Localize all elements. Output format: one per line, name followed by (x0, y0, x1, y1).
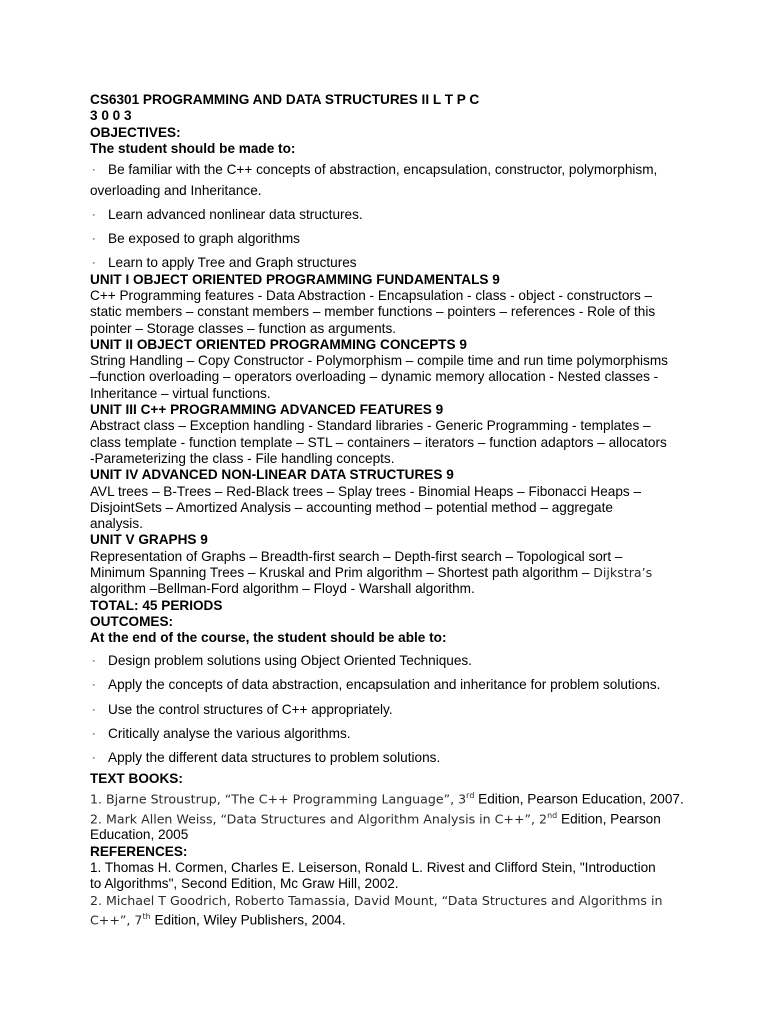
unit-content-line: Inheritance – virtual functions. (90, 385, 271, 401)
unit-content-line: AVL trees – B-Trees – Red-Black trees – Splay trees - Binomial Heaps – Fibonacci Heaps – (90, 483, 642, 499)
unit-content-line: Abstract class – Exception handling - Standard libraries - Generic Programming - templates – (90, 418, 651, 434)
unit-content-line: class template - function template – STL – containers – iterators – function adaptors – allocators (90, 434, 667, 450)
outcomes-list (90, 653, 690, 766)
objective-text: Learn to apply Tree and Graph structures (108, 255, 357, 271)
outcome-item (90, 677, 690, 693)
outcomes-heading: OUTCOMES: (90, 613, 174, 629)
bullet-icon: · (92, 208, 96, 221)
outcome-item (90, 653, 690, 669)
outcome-text: Use the control structures of C++ appropriately. (108, 701, 393, 717)
textbook-publisher: Edition, Pearson (557, 811, 661, 827)
references-list (90, 860, 690, 929)
outcome-text: Apply the concepts of data abstraction, encapsulation and inheritance for problem solutions. (108, 677, 661, 693)
objective-text: Be familiar with the C++ concepts of abstraction, encapsulation, constructor, polymorphism, (108, 162, 658, 178)
bullet-icon: · (92, 233, 96, 246)
unit-heading: UNIT III C++ PROGRAMMING ADVANCED FEATURES 9 (90, 402, 444, 418)
unit-content-line: DisjointSets – Amortized Analysis – accounting method – potential method – aggregate (90, 499, 613, 515)
unit-content-line: C++ Programming features - Data Abstraction - Encapsulation - class - object - constructors – (90, 287, 653, 303)
objectives-intro: The student should be made to: (90, 140, 296, 156)
unit-section (90, 272, 690, 337)
edition-superscript: rd (466, 790, 475, 800)
reference-title: 2. Michael T Goodrich, Roberto Tamassia, David Mount, “Data Structures and Algorithms in (90, 892, 663, 908)
objectives-list (90, 162, 690, 271)
outcome-item (90, 702, 690, 718)
textbook-title: 2. Mark Allen Weiss, “Data Structures and Algorithm Analysis in C++”, 2 (90, 811, 548, 827)
unit-content-line: String Handling – Copy Constructor - Polymorphism – compile time and run time polymorphisms (90, 353, 668, 369)
bullet-icon: · (92, 655, 96, 667)
unit-content-light-text: Dijkstra’s (593, 565, 653, 581)
textbook-title: 1. Bjarne Stroustrup, “The C++ Programming Language”, 3 (90, 791, 467, 807)
unit-content-line: analysis. (90, 516, 143, 532)
objective-text-continued: overloading and Inheritance. (90, 183, 262, 199)
total-periods: TOTAL: 45 PERIODS (90, 597, 223, 613)
textbook-entry-continued: Education, 2005 (90, 827, 189, 843)
outcome-item (90, 726, 690, 742)
bullet-icon: · (92, 164, 96, 177)
edition-superscript: nd (547, 810, 558, 820)
objective-item (90, 255, 690, 271)
syllabus-page (90, 92, 690, 929)
bullet-icon: · (92, 257, 96, 270)
textbook-publisher: Edition, Pearson Education, 2007. (474, 791, 684, 807)
objective-text: Learn advanced nonlinear data structures. (108, 206, 363, 222)
outcomes-intro: At the end of the course, the student should be able to: (90, 630, 447, 646)
bullet-icon: · (92, 752, 96, 765)
reference-entry-continued (90, 909, 690, 929)
reference-entry (90, 893, 690, 909)
course-header: CS6301 PROGRAMMING AND DATA STRUCTURES II L T P C (90, 92, 480, 107)
unit-content-line: Representation of Graphs – Breadth-first search – Depth-first search – Topological sort – (90, 548, 623, 564)
unit-content-line: -Parameterizing the class - File handling concepts. (90, 450, 395, 466)
unit-heading: UNIT V GRAPHS 9 (90, 532, 208, 548)
outcome-item (90, 750, 690, 766)
outcome-text: Apply the different data structures to problem solutions. (108, 750, 441, 766)
outcome-text: Design problem solutions using Object Oriented Techniques. (108, 653, 472, 668)
textbook-entry (90, 788, 690, 808)
textbook-entry (90, 808, 690, 828)
unit-content-line: static members – constant members – member functions – pointers – references - Role of this (90, 304, 656, 320)
outcome-text: Critically analyse the various algorithms. (108, 725, 351, 741)
unit-heading: UNIT I OBJECT ORIENTED PROGRAMMING FUNDAMENTALS 9 (90, 271, 500, 287)
bullet-icon: · (92, 679, 96, 692)
unit-heading: UNIT IV ADVANCED NON-LINEAR DATA STRUCTURES 9 (90, 467, 454, 483)
reference-entry-continued: to Algorithms", Second Edition, Mc Graw Hill, 2002. (90, 876, 399, 892)
textbooks-heading: TEXT BOOKS: (90, 771, 183, 787)
unit-content-text: Minimum Spanning Trees – Kruskal and Prim algorithm – Shortest path algorithm – (90, 565, 594, 581)
objective-item (90, 162, 690, 178)
credits: 3 0 0 3 (90, 108, 132, 124)
reference-entry: 1. Thomas H. Cormen, Charles E. Leiserson, Ronald L. Rivest and Clifford Stein, "Introduction (90, 860, 656, 876)
unit-content-line: algorithm –Bellman-Ford algorithm – Floyd - Warshall algorithm. (90, 581, 475, 597)
unit-content-line: pointer – Storage classes – function as arguments. (90, 320, 397, 336)
unit-section (90, 532, 690, 597)
textbooks-list (90, 788, 690, 844)
objectives-heading: OBJECTIVES: (90, 124, 181, 140)
bullet-icon: · (92, 703, 96, 716)
reference-title: C++”, 7 (90, 912, 143, 928)
bullet-icon: · (92, 727, 96, 740)
edition-superscript: th (142, 911, 151, 921)
objective-text: Be exposed to graph algorithms (108, 231, 300, 247)
unit-content-line (90, 565, 690, 581)
unit-section (90, 337, 690, 402)
unit-section (90, 402, 690, 467)
reference-publisher: Edition, Wiley Publishers, 2004. (150, 912, 346, 928)
references-heading: REFERENCES: (90, 843, 188, 859)
objective-item (90, 207, 690, 223)
unit-content-line: –function overloading – operators overloading – dynamic memory allocation - Nested classes - (90, 369, 659, 385)
unit-heading: UNIT II OBJECT ORIENTED PROGRAMMING CONCEPTS 9 (90, 336, 467, 352)
unit-section (90, 467, 690, 532)
objective-item (90, 231, 690, 247)
